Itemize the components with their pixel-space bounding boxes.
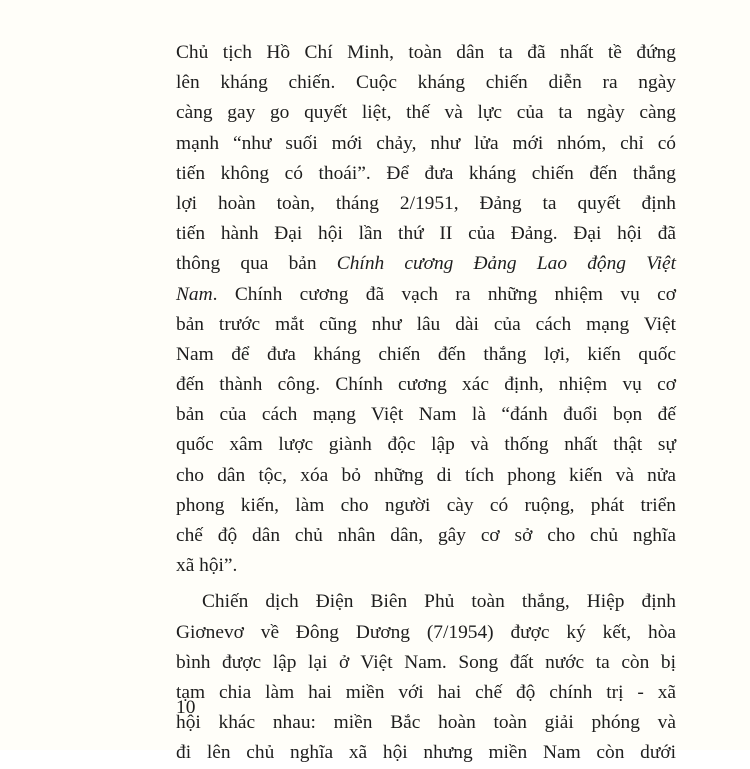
- text-line: lên kháng chiến. Cuộc kháng chiến diễn ra ngày: [176, 72, 676, 94]
- text-line: đi lên chủ nghĩa xã hội nhưng miền Nam còn dưới: [176, 742, 676, 764]
- text-line: tiến hành Đại hội lần thứ II của Đảng. Đại hội đã: [176, 223, 676, 245]
- text-line: thông qua bản Chính cương Đảng Lao động Việt: [176, 253, 676, 275]
- text-line: mạnh “như suối mới chảy, như lửa mới nhóm, chỉ có: [176, 132, 676, 154]
- document-title-italic: Nam: [176, 283, 213, 305]
- text-line: bản của cách mạng Việt Nam là “đánh đuổi bọn đế: [176, 404, 676, 426]
- text-line: càng gay go quyết liệt, thế và lực của ta ngày càng: [176, 102, 676, 124]
- text-line: Chiến dịch Điện Biên Phủ toàn thắng, Hiệp định: [202, 591, 676, 613]
- text-line: tiến không có thoái”. Để đưa kháng chiến đến thắng: [176, 162, 676, 184]
- text-line: chế độ dân chủ nhân dân, gây cơ sở cho chủ nghĩa: [176, 525, 676, 546]
- text-line: lợi hoàn toàn, tháng 2/1951, Đảng ta quyết định: [176, 192, 676, 214]
- page-number: 10: [176, 697, 196, 718]
- text-line: Giơnevơ về Đông Dương (7/1954) được ký kết, hòa: [176, 621, 676, 643]
- text-line: bình được lập lại ở Việt Nam. Song đất nước ta còn bị: [176, 651, 676, 673]
- text-line: Nam để đưa kháng chiến đến thắng lợi, kiến quốc: [176, 343, 676, 365]
- text-line: tạm chia làm hai miền với hai chế độ chính trị - xã: [176, 681, 676, 703]
- text-line: Nam. Chính cương đã vạch ra những nhiệm vụ cơ: [176, 283, 676, 305]
- text-line: hội khác nhau: miền Bắc hoàn toàn giải phóng và: [176, 712, 676, 734]
- text-line: đến thành công. Chính cương xác định, nhiệm vụ cơ: [176, 374, 676, 396]
- text-line: Chủ tịch Hồ Chí Minh, toàn dân ta đã nhất tề đứng: [176, 42, 676, 63]
- text-line: quốc xâm lược giành độc lập và thống nhất thật sự: [176, 434, 676, 456]
- body-text: [176, 38, 676, 769]
- text-line: xã hội”.: [176, 555, 238, 577]
- text-line: phong kiến, làm cho người cày có ruộng, phát triển: [176, 494, 676, 516]
- document-title-italic: Chính cương Đảng Lao động Việt: [336, 253, 676, 275]
- text-line: bản trước mắt cũng như lâu dài của cách mạng Việt: [176, 313, 676, 335]
- paragraph-1: [176, 38, 676, 581]
- text-line: cho dân tộc, xóa bỏ những di tích phong kiến và nửa: [176, 464, 676, 486]
- paragraph-2: [176, 587, 676, 768]
